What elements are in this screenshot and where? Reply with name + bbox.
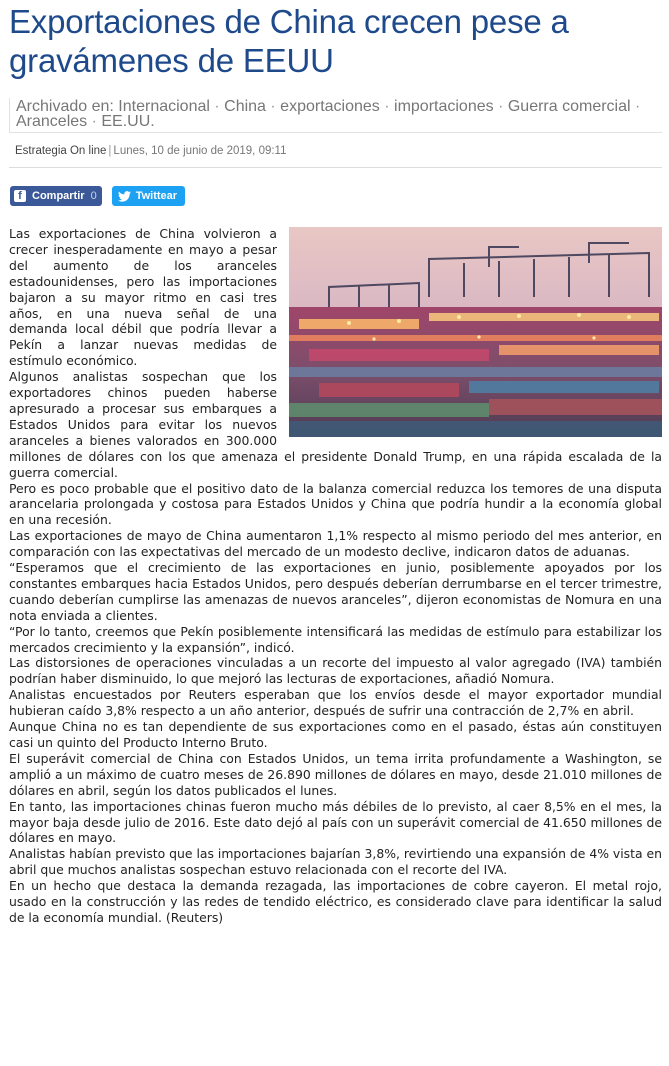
tag-separator: ·	[265, 98, 281, 115]
twitter-share-label: Twittear	[135, 190, 178, 202]
article-paragraph: Las distorsiones de operaciones vinculadas a un recorte del impuesto al valor agregado (IVA) también podrían haber disminuido, lo que mejoró las lecturas de exportaciones, añadió Nomura.	[9, 655, 662, 687]
tag-link[interactable]: importaciones	[394, 98, 494, 115]
filed-under-label: Archivado en:	[16, 98, 114, 115]
facebook-share-button[interactable]	[10, 186, 102, 206]
tag-separator: ·	[379, 98, 395, 115]
tag-link[interactable]: exportaciones	[280, 98, 380, 115]
tag-link[interactable]: EE.UU.	[101, 113, 155, 130]
article-paragraph: Analistas habían previsto que las importaciones bajarían 3,8%, revirtiendo una expansión de 4% vista en abril que muchos analistas sospechan estuvo relacionada con el recorte del IVA.	[9, 846, 663, 878]
headline: Exportaciones de China crecen pese a gravámenes de EEUU	[9, 3, 569, 79]
article-paragraph: Pero es poco probable que el positivo dato de la balanza comercial reduzca los temores de una disputa arancelaria prolongada y costosa para Estados Unidos y China que podría hundir a la economía global en una recesión.	[9, 480, 662, 528]
tag-link[interactable]: China	[224, 98, 266, 115]
tag-separator: ·	[493, 98, 508, 115]
article-paragraph: El superávit comercial de China con Estados Unidos, un tema irrita profundamente a Washington, se amplió a un máximo de cuatro meses de 26.890 millones de dólares en mayo, desde 21.010 millones de dólares en abril, según los datos publicados el lunes.	[9, 750, 662, 798]
byline	[9, 145, 662, 157]
facebook-share-label: Compartir	[32, 190, 85, 202]
article-paragraph: “Por lo tanto, creemos que Pekín posiblemente intensificará las medidas de estímulo para estabilizar los mercados crecimiento y la expansión”, indicó.	[9, 623, 662, 655]
article-paragraph: Las exportaciones de mayo de China aumentaron 1,1% respecto al mismo periodo del mes anterior, en comparación con las expectativas del mercado de un modesto declive, indicaron datos de aduanas.	[9, 528, 662, 560]
filed-under	[9, 98, 662, 133]
twitter-share-button[interactable]	[112, 186, 185, 206]
tag-link[interactable]: Aranceles	[16, 113, 88, 130]
article-paragraph: Aunque China no es tan dependiente de sus exportaciones como en el pasado, éstas aún constituyen casi un quinto del Producto Interno Bruto.	[9, 719, 662, 750]
article-paragraph: “Esperamos que el crecimiento de las exportaciones en junio, posiblemente apoyados por los constantes embarques hacia Estados Unidos, pero después deberían derrumbarse en el tercer trimestre, cuando deberían cumplirse las amenazas de nuevos aranceles”, dijeron economistas de Nomura en una nota enviada a clientes.	[9, 560, 662, 623]
tag-separator: ·	[209, 98, 225, 115]
facebook-share-count: 0	[90, 190, 97, 202]
facebook-icon: f	[14, 190, 26, 202]
divider	[9, 167, 662, 168]
article-paragraph: Analistas encuestados por Reuters esperaban que los envíos desde el mayor exportador mundial hubieran caído 3,8% respecto a un año anterior, después de sufrir una contracción de 2,7% en abril.	[9, 687, 662, 719]
article-paragraph: Algunos analistas sospechan que los exportadores chinos pueden haberse apresurado a procesar sus embarques a Estados Unidos para evitar los nuevos aranceles a bienes valorados en 300.000 millones de dólares con los que amenaza el presidente Donald Trump, en una rápida escalada de la guerra comercial.	[9, 369, 662, 480]
tag-link[interactable]: Internacional	[118, 98, 210, 115]
tag-separator: ·	[87, 113, 102, 130]
twitter-bird-icon	[118, 191, 131, 202]
byline-separator: |	[108, 145, 112, 157]
article-paragraph: En un hecho que destaca la demanda rezagada, las importaciones de cobre cayeron. El metal rojo, usado en la construcción y las redes de tendido eléctrico, es considerado clave para identificar la salud de la economía mundial. (Reuters)	[9, 878, 662, 925]
share-bar	[9, 186, 662, 206]
byline-date: Lunes, 10 de junio de 2019, 09:11	[113, 145, 287, 157]
article-paragraph: En tanto, las importaciones chinas fueron mucho más débiles de lo previsto, al caer 8,5% en el mes, la mayor baja desde julio de 2016. Este dato dejó al país con un superávit comercial de 41.650 millones de dólares en mayo.	[9, 798, 662, 846]
tag-separator: ·	[630, 98, 641, 115]
byline-source: Estrategia On line	[15, 145, 107, 157]
article-body	[9, 226, 662, 926]
port-photo	[289, 227, 662, 437]
tag-link[interactable]: Guerra comercial	[507, 98, 631, 115]
article-paragraph: Las exportaciones de China volvieron a crecer inesperadamente en mayo a pesar del aumento de los aranceles estadounidenses, pero las importaciones bajaron a su mayor ritmo en casi tres años, en una nueva señal de una demanda local débil que podría llevar a Pekín a lanzar nuevas medidas de estímulo económico.	[9, 226, 277, 369]
